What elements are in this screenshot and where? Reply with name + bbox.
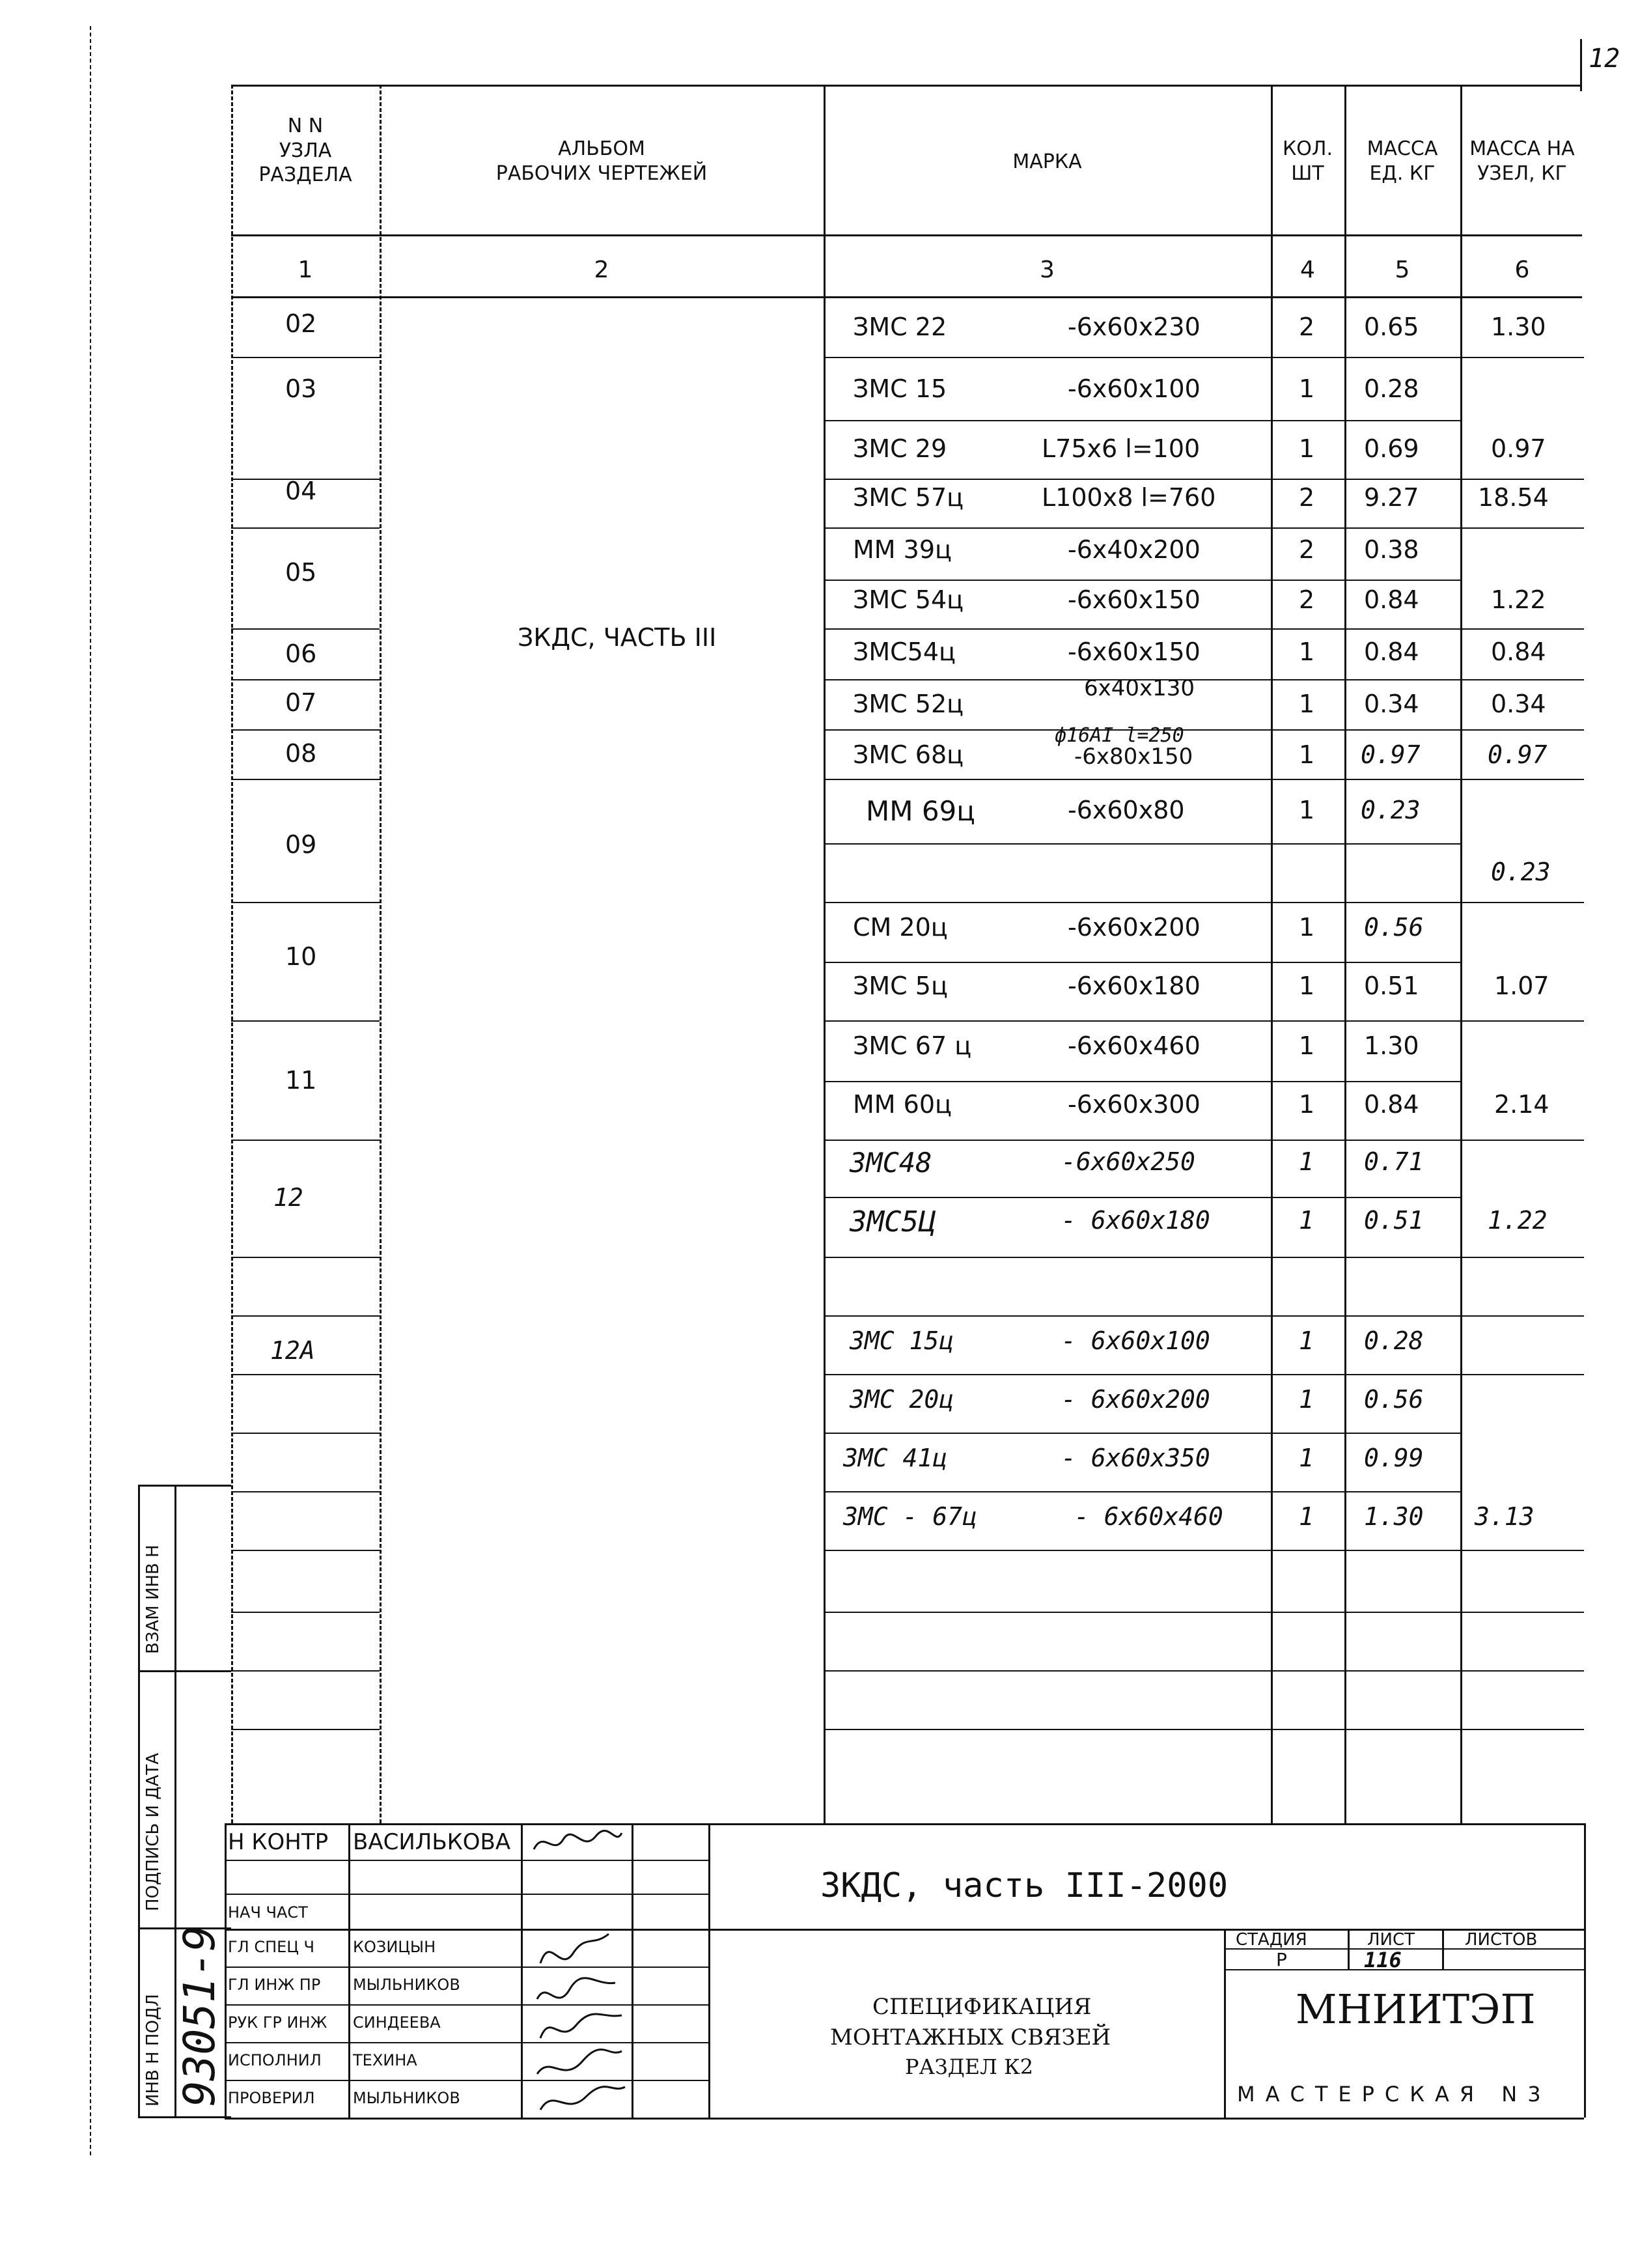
row-qty: 1 bbox=[1299, 913, 1315, 942]
row-mass: 0.99 bbox=[1364, 1444, 1424, 1472]
row-mark: ЗМС 15 bbox=[853, 374, 947, 403]
row-qty: 1 bbox=[1299, 1031, 1315, 1060]
row-size: -6х60х230 bbox=[1068, 313, 1201, 341]
row-qty: 1 bbox=[1299, 1326, 1314, 1355]
stamp-bottom-border bbox=[225, 2118, 1584, 2120]
row-qty: 1 bbox=[1299, 1147, 1314, 1176]
side-stamp-border bbox=[138, 1485, 140, 2116]
row-mark: ЗМС 68ц bbox=[853, 740, 964, 769]
node-id: 03 bbox=[285, 374, 317, 403]
side-vzam-label: ВЗАМ ИНВ Н bbox=[143, 1545, 163, 1654]
row-qty: 2 bbox=[1299, 483, 1315, 512]
row-size: - 6х60х180 bbox=[1061, 1206, 1210, 1235]
stamp-top-border bbox=[225, 1823, 1584, 1825]
row-mark: ЗМС 52ц bbox=[853, 690, 964, 718]
row-qty: 2 bbox=[1299, 535, 1315, 564]
stamp-role: НАЧ ЧАСТ bbox=[228, 1903, 308, 1922]
row-mark: ЗМС54ц bbox=[853, 637, 956, 666]
stamp-title-line: МОНТАЖНЫХ СВЯЗЕЙ bbox=[830, 2024, 1111, 2051]
node-id: 10 bbox=[285, 942, 317, 971]
row-size: -6х60х250 bbox=[1061, 1147, 1195, 1176]
row-mark: СМ 20ц bbox=[853, 913, 948, 942]
row-qty: 1 bbox=[1299, 690, 1315, 718]
row-mass: 0.84 bbox=[1364, 637, 1419, 666]
row-size: -6х60х150 bbox=[1068, 637, 1201, 666]
node-total: 0.97 bbox=[1488, 740, 1548, 769]
row-mark: ЗМС 57ц bbox=[853, 483, 964, 512]
row-mass: 0.84 bbox=[1364, 1090, 1419, 1119]
col-line-1 bbox=[380, 85, 382, 1823]
row-mass: 0.34 bbox=[1364, 690, 1419, 718]
col-num-6: 6 bbox=[1514, 257, 1530, 283]
row-qty: 1 bbox=[1299, 1090, 1315, 1119]
header-separator bbox=[231, 234, 1582, 236]
sheets-label: ЛИСТОВ bbox=[1465, 1930, 1538, 1950]
row-size: L75х6 l=100 bbox=[1042, 434, 1201, 463]
row-mark: ЗМС 67 ц bbox=[853, 1031, 972, 1060]
row-mass: 1.30 bbox=[1364, 1031, 1419, 1060]
stamp-role: Н КОНТР bbox=[228, 1829, 329, 1855]
row-mass: 1.30 bbox=[1364, 1502, 1424, 1531]
side-inv-label: ИНВ Н ПОДЛ bbox=[143, 1994, 163, 2107]
row-size: -6х60х300 bbox=[1068, 1090, 1201, 1119]
stage-label: СТАДИЯ bbox=[1236, 1930, 1307, 1950]
col-num-4: 4 bbox=[1300, 257, 1315, 283]
page-mark-bar bbox=[1580, 39, 1582, 91]
row-qty: 1 bbox=[1299, 1206, 1314, 1235]
row-qty: 2 bbox=[1299, 313, 1315, 341]
row-mass: 9.27 bbox=[1364, 483, 1419, 512]
col-num-5: 5 bbox=[1395, 257, 1410, 283]
node-total: 18.54 bbox=[1478, 483, 1549, 512]
row-mass: 0.84 bbox=[1364, 585, 1419, 614]
node-id: 09 bbox=[285, 830, 317, 859]
row-qty: 1 bbox=[1299, 972, 1315, 1000]
stamp-person-name: МЫЛЬНИКОВ bbox=[353, 1976, 460, 1994]
sheet-label: ЛИСТ bbox=[1367, 1930, 1415, 1950]
signatures bbox=[524, 1823, 632, 2118]
node-total: 0.23 bbox=[1491, 858, 1551, 886]
row-mass: 0.71 bbox=[1364, 1147, 1424, 1176]
row-qty: 1 bbox=[1299, 434, 1315, 463]
organization: МНИИТЭП bbox=[1296, 1985, 1536, 2033]
side-inv-number: 93051-9 bbox=[174, 1925, 225, 2107]
node-id: 07 bbox=[285, 688, 317, 717]
stamp-role: ПРОВЕРИЛ bbox=[228, 2089, 315, 2107]
row-mass: 0.23 bbox=[1361, 796, 1421, 824]
row-size: -6х60х200 bbox=[1068, 913, 1201, 942]
row-size: -6х60х180 bbox=[1068, 972, 1201, 1000]
node-id: 11 bbox=[285, 1066, 317, 1095]
page-mark: 12 bbox=[1589, 44, 1620, 74]
node-id: 04 bbox=[285, 477, 317, 505]
stamp-title-line: СПЕЦИФИКАЦИЯ bbox=[872, 1994, 1092, 2020]
sheet-value: 116 bbox=[1364, 1948, 1402, 1972]
row-mass: 0.51 bbox=[1364, 1206, 1424, 1235]
node-total: 1.22 bbox=[1488, 1206, 1548, 1235]
col-header-qty: КОЛ. ШТ bbox=[1282, 137, 1333, 185]
row-qty: 1 bbox=[1299, 1502, 1314, 1531]
node-total: 1.22 bbox=[1491, 585, 1546, 614]
row-size: - 6х60х350 bbox=[1061, 1444, 1210, 1472]
row-mark: ЗМС48 bbox=[850, 1147, 932, 1179]
row-size: - 6х60х100 bbox=[1061, 1326, 1210, 1355]
node-id: 12 bbox=[273, 1183, 303, 1212]
row-mark: ЗМС 41ц bbox=[843, 1444, 948, 1472]
row-mass: 0.65 bbox=[1364, 313, 1419, 341]
col-line-0 bbox=[231, 85, 233, 1823]
row-qty: 1 bbox=[1299, 1444, 1314, 1472]
row-size: -6х60х460 bbox=[1068, 1031, 1201, 1060]
row-mass: 0.38 bbox=[1364, 535, 1419, 564]
row-note: ф16AI l=250 bbox=[1055, 724, 1184, 747]
col-num-1: 1 bbox=[298, 257, 313, 283]
row-mass: 0.69 bbox=[1364, 434, 1419, 463]
workshop: МАСТЕРСКАЯ N3 bbox=[1237, 2082, 1551, 2107]
stamp-person-name: МЫЛЬНИКОВ bbox=[353, 2089, 460, 2107]
col-line-5 bbox=[1460, 85, 1462, 1823]
row-mass: 0.56 bbox=[1364, 913, 1424, 942]
col-header-mark: МАРКА bbox=[1012, 150, 1082, 173]
row-mass: 0.56 bbox=[1364, 1385, 1424, 1414]
stamp-person-name: КОЗИЦЫН bbox=[353, 1938, 436, 1956]
stage-value: Р bbox=[1276, 1949, 1287, 1970]
side-sign-label: ПОДПИСЬ И ДАТА bbox=[143, 1752, 163, 1911]
node-total: 0.34 bbox=[1491, 690, 1546, 718]
node-id: 08 bbox=[285, 739, 317, 768]
row-size: -6х60х100 bbox=[1068, 374, 1201, 403]
row-qty: 1 bbox=[1299, 637, 1315, 666]
col-num-2: 2 bbox=[594, 257, 609, 283]
col-header-album: АЛЬБОМ РАБОЧИХ ЧЕРТЕЖЕЙ bbox=[495, 137, 708, 185]
node-total: 2.14 bbox=[1494, 1090, 1549, 1119]
row-mark: ММ 39ц bbox=[853, 535, 952, 564]
row-mark: ЗМС 15ц bbox=[850, 1326, 954, 1355]
node-total: 3.13 bbox=[1475, 1502, 1535, 1531]
stamp-role: ГЛ СПЕЦ Ч bbox=[228, 1938, 314, 1956]
album-name: ЗКДС, ЧАСТЬ III bbox=[518, 623, 717, 652]
row-mark: ЗМС 20ц bbox=[850, 1385, 954, 1414]
row-size: -6х40х200 bbox=[1068, 535, 1201, 564]
row-mark: ЗМС 22 bbox=[853, 313, 947, 341]
stamp-role: ГЛ ИНЖ ПР bbox=[228, 1976, 321, 1994]
row-size: -6х60х80 bbox=[1068, 796, 1185, 824]
row-qty: 1 bbox=[1299, 740, 1315, 769]
stamp-person-name: ТЕХИНА bbox=[353, 2051, 417, 2069]
col-line-3 bbox=[1271, 85, 1273, 1823]
row-size: 6х40х130 bbox=[1084, 675, 1195, 701]
table-top-border bbox=[231, 85, 1582, 87]
row-mass: 0.28 bbox=[1364, 1326, 1424, 1355]
row-qty: 1 bbox=[1299, 1385, 1314, 1414]
row-mark: ЗМС 5ц bbox=[853, 972, 948, 1000]
node-id: 02 bbox=[285, 309, 317, 338]
row-mark: ММ 69ц bbox=[866, 795, 975, 827]
stamp-person-name: СИНДЕЕВА bbox=[353, 2013, 441, 2032]
row-mark: ЗМС5Ц bbox=[850, 1205, 936, 1239]
col-num-3: 3 bbox=[1040, 257, 1055, 283]
row-mass: 0.28 bbox=[1364, 374, 1419, 403]
row-qty: 1 bbox=[1299, 796, 1315, 824]
stamp-role: ИСПОЛНИЛ bbox=[228, 2051, 322, 2069]
node-id: 05 bbox=[285, 558, 317, 587]
row-size: -6х60х150 bbox=[1068, 585, 1201, 614]
node-total: 0.84 bbox=[1491, 637, 1546, 666]
col-header-node-mass: МАССА НА УЗЕЛ, КГ bbox=[1469, 137, 1575, 185]
col-line-2 bbox=[824, 85, 826, 1823]
row-mass: 0.97 bbox=[1361, 740, 1421, 769]
stamp-title-line: РАЗДЕЛ К2 bbox=[905, 2054, 1034, 2079]
node-total: 0.97 bbox=[1491, 434, 1546, 463]
row-qty: 1 bbox=[1299, 374, 1315, 403]
colnum-separator bbox=[231, 296, 1582, 298]
row-size: L100х8 l=760 bbox=[1042, 483, 1216, 512]
stamp-person-name: ВАСИЛЬКОВА bbox=[353, 1829, 511, 1855]
row-mark: ЗМС 29 bbox=[853, 434, 947, 463]
node-id: 12А bbox=[270, 1336, 315, 1365]
binding-line bbox=[90, 26, 91, 2155]
row-size: - 6х60х200 bbox=[1061, 1385, 1210, 1414]
col-header-node: N N УЗЛА РАЗДЕЛА bbox=[258, 115, 352, 186]
col-line-4 bbox=[1344, 85, 1346, 1823]
node-id: 06 bbox=[285, 639, 317, 668]
stamp-role: РУК ГР ИНЖ bbox=[228, 2013, 327, 2032]
node-total: 1.07 bbox=[1494, 972, 1549, 1000]
stamp-project: ЗКДС, часть III-2000 bbox=[820, 1866, 1229, 1905]
node-total: 1.30 bbox=[1491, 313, 1546, 341]
row-size: -6х80х150 bbox=[1074, 744, 1193, 770]
row-mark: ММ 60ц bbox=[853, 1090, 952, 1119]
row-size: - 6х60х460 bbox=[1074, 1502, 1223, 1531]
row-mass: 0.51 bbox=[1364, 972, 1419, 1000]
row-mark: ЗМС 54ц bbox=[853, 585, 964, 614]
col-header-unit-mass: МАССА ЕД. КГ bbox=[1367, 137, 1438, 185]
row-mark: ЗМС - 67ц bbox=[843, 1502, 977, 1531]
row-qty: 2 bbox=[1299, 585, 1315, 614]
